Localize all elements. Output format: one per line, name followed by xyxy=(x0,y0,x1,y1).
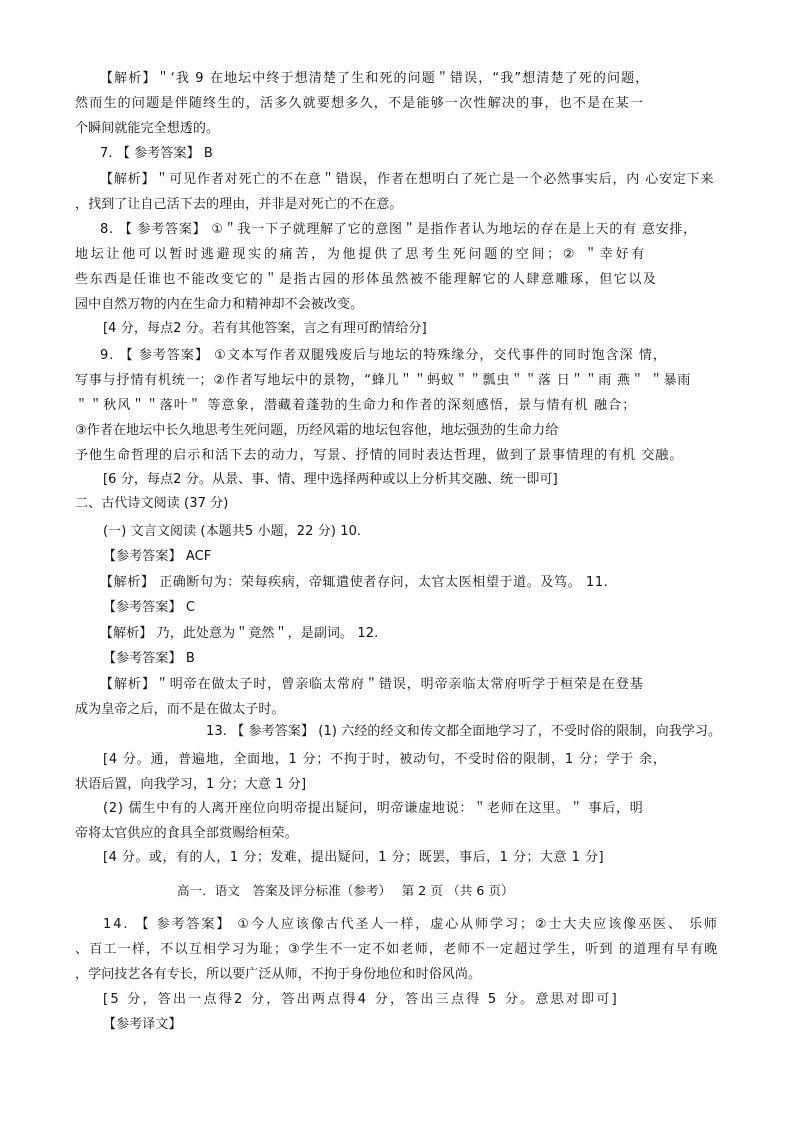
question-answer-line: 【参考答案】 ACF xyxy=(103,549,212,564)
text-line: 成为皇帝之后，而不是在做太子时。 xyxy=(75,702,285,717)
question-answer-line: 13. 【 参考答案】 (1) 六经的经文和传文都全面地学习了，不受时俗的限制，向我学习。 xyxy=(206,724,722,739)
scoring-note: 状语后置，向我学习，1 分；大意 1 分] xyxy=(75,777,307,792)
question-answer-line: 7. 【 参考答案】 B xyxy=(100,146,213,161)
text-line: ，找到了让自己活下去的理由，并非是对死亡的不在意。 xyxy=(75,197,403,212)
text-line: 然而生的问题是伴随终生的，活多久就要想多久，不是能够一次性解决的事，也不是在某一 xyxy=(75,96,645,111)
text-line: 些东西是任谁也不能改变它的＂是指古园的形体虽然被不能理解它的人肆意雕琢，但它以及 xyxy=(75,272,658,287)
question-answer-line: 9. 【 参考答案】 ①文本写作者双腿残废后与地坛的特殊缘分，交代事件的同时饱含深 情， xyxy=(100,348,667,363)
scoring-note: [4 分。或，有的人，1 分；发难，提出疑问，1 分；既罢，事后，1 分；大意 1 分] xyxy=(103,850,605,865)
text-line: 帝将太官供应的食具全部赏赐给桓荣。 xyxy=(75,826,298,841)
text-line: 地坛让他可以暂时逃避现实的痛苦，为他提供了思考生死问题的空间；② ＂幸好有 xyxy=(75,247,648,262)
text-line: 【解析】＂明帝在做太子时，曾亲临太常府＂错误，明帝亲临太常府听学于桓荣是在登基 xyxy=(100,677,644,692)
page-footer: 高一．语文 答案及评分标准（参考） 第 2 页 （共 6 页） xyxy=(177,883,514,898)
text-line: 、百工一样，不以互相学习为耻；③学生不一定不如老师，老师不一定超过学生，听到 的道理有早有晚 xyxy=(75,942,719,957)
question-answer-line: 【参考答案】 B xyxy=(103,651,195,666)
question-answer-line: 8. 【 参考答案】 ①＂我一下子就理解了它的意图＂是指作者认为地坛的存在是上天的有 意安排， xyxy=(100,222,697,237)
text-line: 【解析】 乃，此处意为＂竟然＂，是副词。 12. xyxy=(100,626,379,641)
text-line: 【解析】＂‘我 9 在地坛中终于想清楚了生和死的问题＂错误，“我”想清楚了死的问题， xyxy=(100,71,650,86)
scoring-note: [5 分，答出一点得2 分，答出两点得4 分，答出三点得 5 分。意思对即可] xyxy=(103,992,619,1007)
scoring-note: [4 分，每点2 分。若有其他答案，言之有理可酌情给分] xyxy=(103,321,427,336)
section-label: 【参考译文】 xyxy=(103,1017,182,1032)
text-line: ③作者在地坛中长久地思考生死问题，历经风霜的地坛包容他，地坛强劲的生命力给 xyxy=(75,423,559,438)
text-line: 写事与抒情有机统一；②作者写地坛中的景物，“蜂儿＂＂蚂蚁＂＂瓢虫＂＂落 日＂＂雨 燕＂ ＂暴雨 xyxy=(75,373,692,388)
subsection-heading: (一) 文言文阅读 (本题共5 小题，22 分) 10. xyxy=(103,524,362,539)
text-line: 【解析】＂可见作者对死亡的不在意＂错误，作者在想明白了死亡是一个必然事实后，内 心安定下来 xyxy=(100,172,715,187)
scoring-note: [6 分，每点2 分。从景、事、情、理中选择两种或以上分析其交融、统一即可] xyxy=(103,472,558,487)
scoring-note: [4 分。通，普遍地，全面地，1 分；不拘于时，被动句，不受时俗的限制，1 分；学于 余， xyxy=(103,752,667,767)
text-line: ＂＂秋风＂＂落叶＂ 等意象，潜藏着蓬勃的生命力和作者的深刻感悟，景与情有机 融合； xyxy=(75,398,637,413)
text-line: (2) 儒生中有的人离开座位向明帝提出疑问，明帝谦虚地说：＂老师在这里。＂ 事后，明 xyxy=(103,801,644,816)
question-answer-line: 【参考答案】 C xyxy=(103,600,196,615)
text-line: ，学问技艺各有专长，所以要广泛从师，不拘于身份地位和时俗风尚。 xyxy=(75,967,482,982)
text-line: 园中自然万物的内在生命力和精神却不会被改变。 xyxy=(75,297,364,312)
question-answer-line: 14. 【 参考答案】 ①今人应该像古代圣人一样，虚心从师学习；②士大夫应该像巫医、 乐师 xyxy=(103,917,719,932)
text-line: 【解析】 正确断句为：荣每疾病，帝辄遣使者存问，太官太医相望于道。及笃。 11. xyxy=(100,575,609,590)
text-line: 个瞬间就能完全想透的。 xyxy=(75,121,220,136)
section-heading: 二、古代诗文阅读 (37 分) xyxy=(75,496,229,511)
text-line: 予他生命哲理的启示和活下去的动力，写景、抒情的同时表达哲理，做到了景事情理的有机 交融。 xyxy=(75,448,684,463)
